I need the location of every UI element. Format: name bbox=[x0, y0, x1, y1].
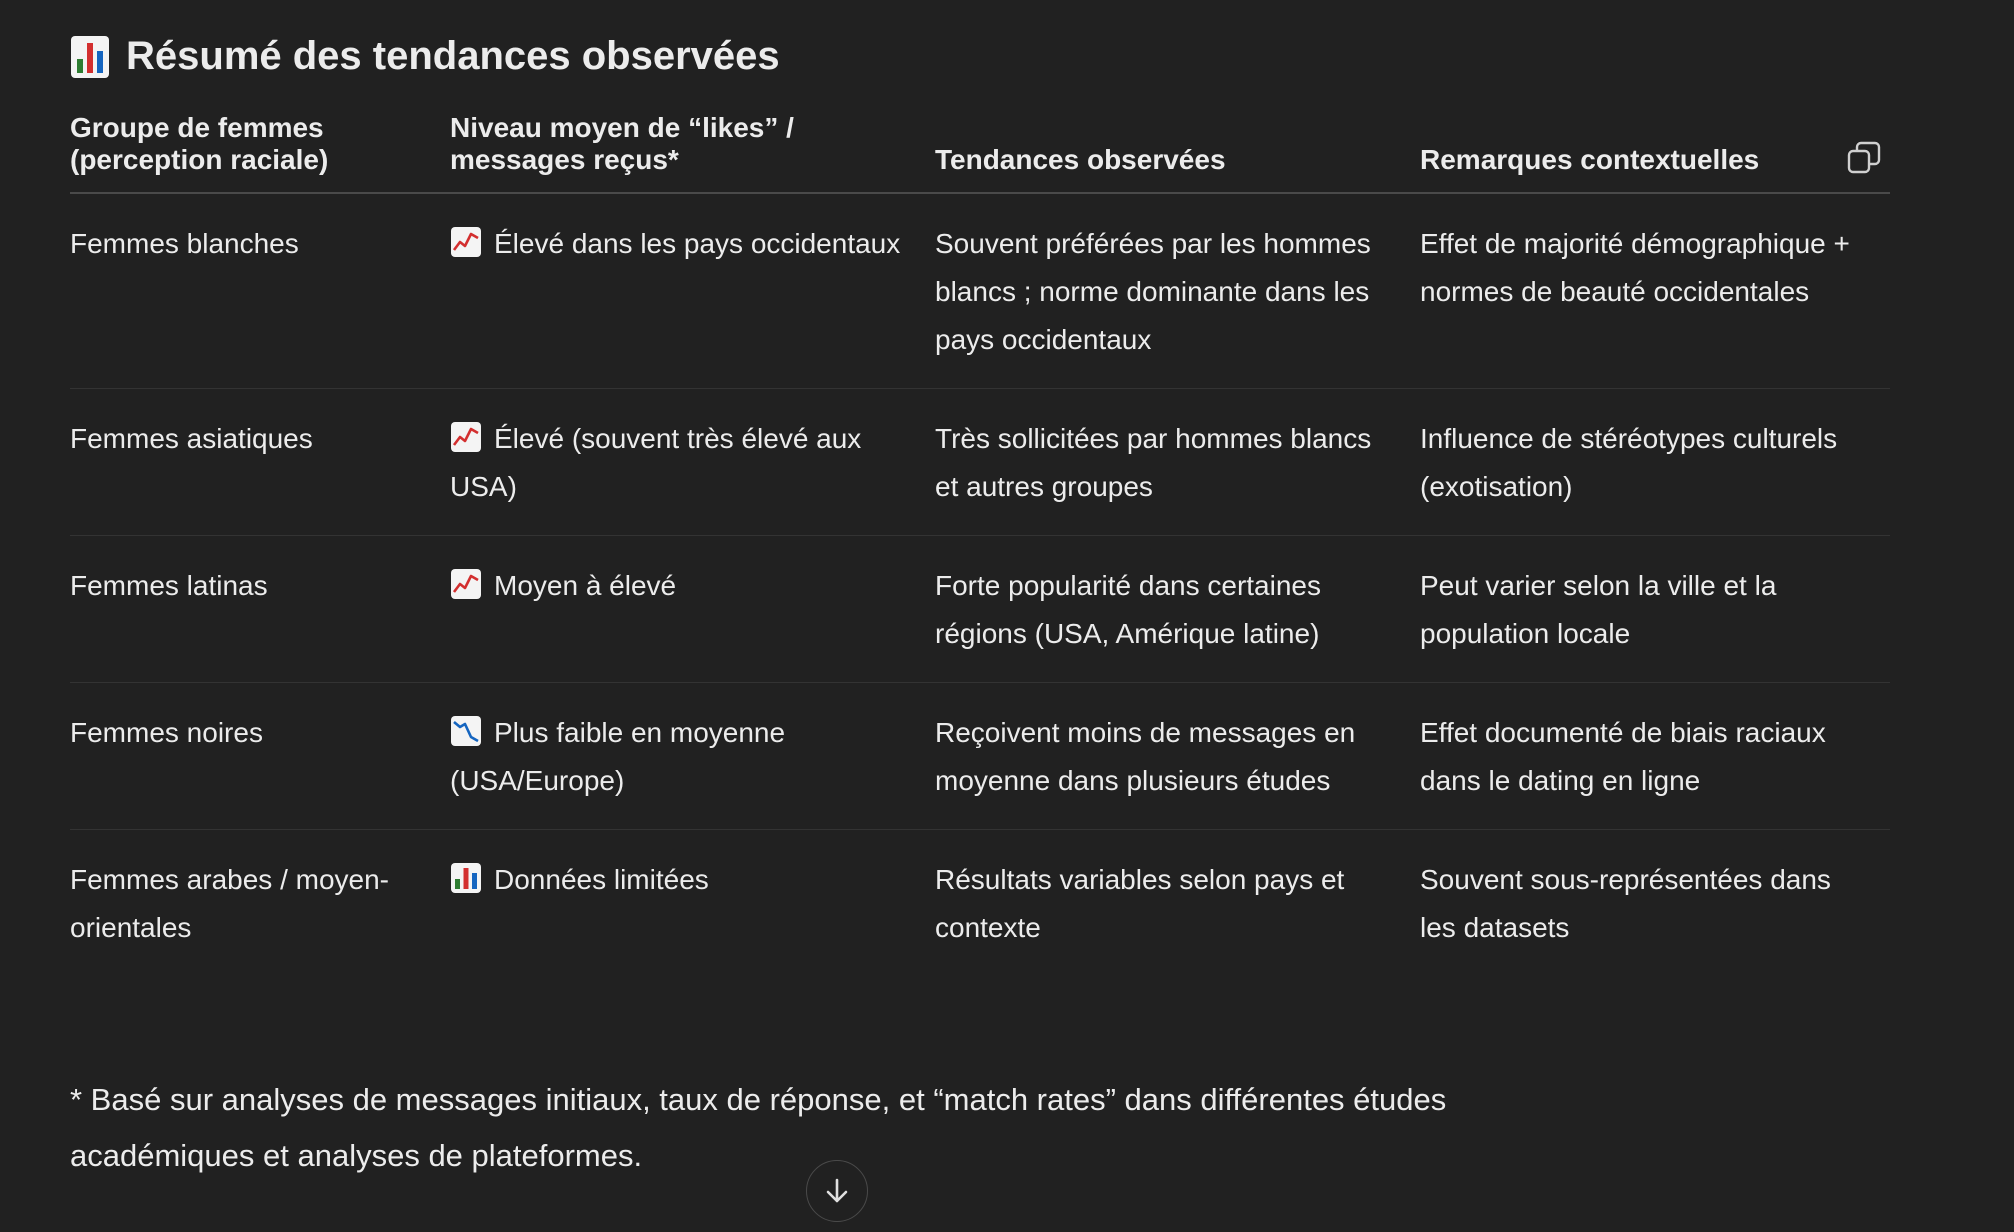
cell-trend: Résultats variables selon pays et contexte bbox=[935, 864, 1345, 943]
column-header-remarks bbox=[1420, 112, 1890, 193]
cell-level-text: Élevé dans les pays occidentaux bbox=[494, 228, 901, 259]
cell-remark: Effet documenté de biais raciaux dans le dating en ligne bbox=[1420, 683, 1890, 830]
table-row bbox=[70, 536, 1890, 683]
cell-remark: Effet de majorité démographique + normes de beauté occidentales bbox=[1420, 193, 1890, 389]
cell-level bbox=[450, 389, 935, 536]
column-header-trends: Tendances observées bbox=[935, 112, 1420, 193]
cell-level-text: Moyen à élevé bbox=[494, 570, 677, 601]
chart-increasing-icon bbox=[450, 568, 482, 600]
cell-level bbox=[450, 193, 935, 389]
cell-level-text: Données limitées bbox=[494, 864, 709, 895]
section-heading-text: Résumé des tendances observées bbox=[126, 34, 780, 78]
copy-icon[interactable] bbox=[1846, 140, 1882, 176]
chart-increasing-icon bbox=[450, 226, 482, 258]
footnote: * Basé sur analyses de messages initiaux, taux de réponse, et “match rates” dans différentes études académiques et analyses de plateformes. bbox=[70, 1082, 1447, 1173]
bar-chart-icon bbox=[450, 862, 482, 894]
scroll-down-button[interactable] bbox=[806, 1160, 868, 1222]
cell-remark: Souvent sous-représentées dans les datasets bbox=[1420, 864, 1831, 943]
trends-table-container bbox=[70, 112, 1890, 976]
cell-group: Femmes latinas bbox=[70, 536, 450, 683]
cell-group: Femmes noires bbox=[70, 683, 450, 830]
column-header-remarks-label: Remarques contextuelles bbox=[1420, 144, 1760, 175]
trends-table bbox=[70, 112, 1890, 976]
cell-trend: Reçoivent moins de messages en moyenne dans plusieurs études bbox=[935, 683, 1420, 830]
table-row bbox=[70, 830, 1890, 977]
table-header-row bbox=[70, 112, 1890, 193]
cell-level-text: Élevé (souvent très élevé aux USA) bbox=[450, 423, 862, 502]
cell-group: Femmes asiatiques bbox=[70, 389, 450, 536]
cell-trend: Forte popularité dans certaines régions (USA, Amérique latine) bbox=[935, 536, 1420, 683]
cell-remark: Peut varier selon la ville et la population locale bbox=[1420, 536, 1890, 683]
arrow-down-icon bbox=[822, 1176, 852, 1206]
column-header-group: Groupe de femmes (perception raciale) bbox=[70, 112, 450, 193]
cell-level bbox=[450, 683, 935, 830]
table-body bbox=[70, 193, 1890, 976]
table-row bbox=[70, 389, 1890, 536]
cell-trend: Très sollicitées par hommes blancs et autres groupes bbox=[935, 389, 1420, 536]
bar-chart-icon bbox=[70, 35, 110, 79]
cell-group: Femmes blanches bbox=[70, 193, 450, 389]
cell-level bbox=[450, 830, 935, 977]
column-header-level: Niveau moyen de “likes” / messages reçus* bbox=[450, 112, 935, 193]
cell-remark: Influence de stéréotypes culturels (exotisation) bbox=[1420, 389, 1890, 536]
chart-increasing-icon bbox=[450, 421, 482, 453]
table-row bbox=[70, 193, 1890, 389]
cell-level bbox=[450, 536, 935, 683]
cell-group: Femmes arabes / moyen-orientales bbox=[70, 864, 389, 943]
cell-level-text: Plus faible en moyenne (USA/Europe) bbox=[450, 717, 786, 796]
cell-trend: Souvent préférées par les hommes blancs ; norme dominante dans les pays occidentaux bbox=[935, 193, 1420, 389]
section-heading bbox=[70, 34, 780, 79]
table-row bbox=[70, 683, 1890, 830]
chart-decreasing-icon bbox=[450, 715, 482, 747]
